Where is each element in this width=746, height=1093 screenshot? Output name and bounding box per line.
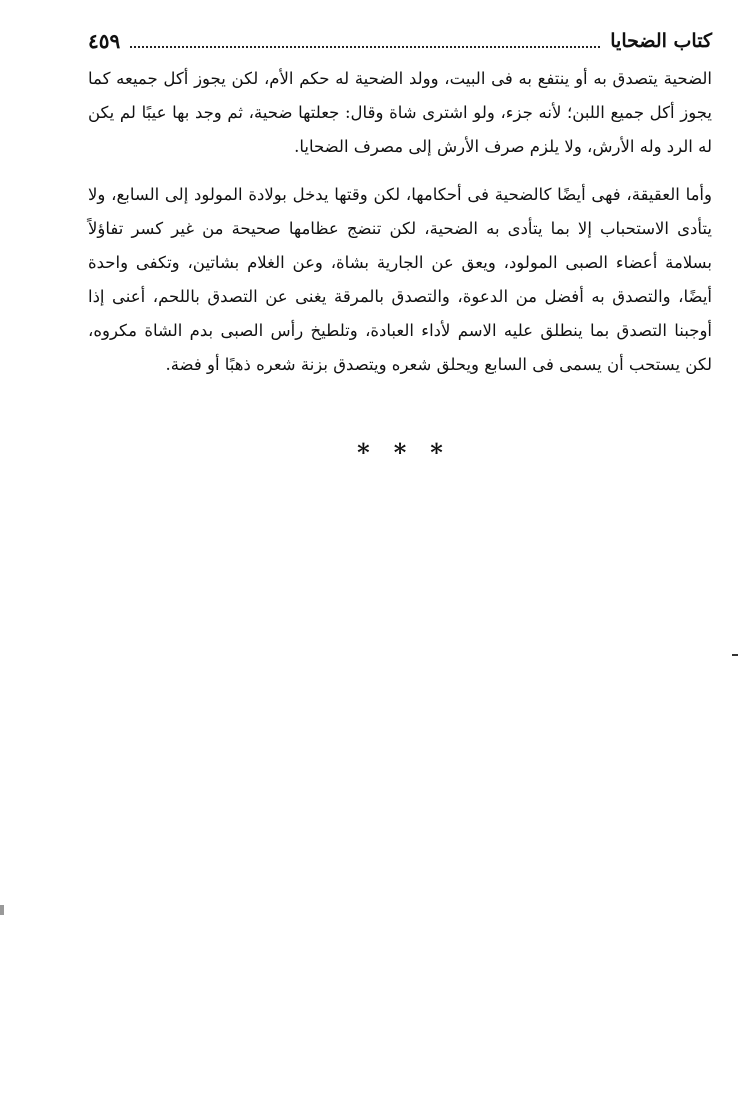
scan-edge-mark — [0, 905, 4, 915]
body-text — [88, 62, 712, 382]
separator-star-icon: * — [357, 438, 370, 467]
separator-star-icon: * — [430, 438, 443, 467]
paragraph-1: الضحية يتصدق به أو ينتفع به فى البيت، وولد الضحية له حكم الأم، لكن يجوز أكل جميعه كما يجوز أكل جميع اللبن؛ لأنه جزء، ولو اشترى شاة وقال: جعلتها ضحية، ثم وجد بها عيبًا لم يكن له الرد وله الأرش، ولا يلزم صرف الأرش إلى مصرف الضحايا. — [88, 69, 712, 156]
separator-star-icon: * — [393, 438, 407, 467]
header-dot-leader — [130, 34, 600, 48]
paragraph-2: وأما العقيقة، فهى أيضًا كالضحية فى أحكامها، لكن وقتها يدخل بولادة المولود إلى السابع، ولا يتأدى الاستحباب إلا بما يتأدى به الضحية، لكن تنضج عظامها صحيحة من غير كسر تفاؤلاً بسلامة أعضاء الصبى المولود، ويعق عن الجارية بشاة، وعن الغلام بشاتين، وتكفى واحدة أيضًا، والتصدق به أفضل من الدعوة، والتصدق بالمرقة يغنى عن التصدق باللحم، أعنى إذا أوجبنا التصدق بما ينطلق عليه الاسم لأداء العبادة، وتلطيخ رأس الصبى بدم الشاة مكروه، لكن يستحب أن يسمى فى السابع ويحلق شعره ويتصدق بزنة شعره ذهبًا أو فضة. — [88, 185, 712, 374]
scan-mark — [732, 654, 738, 656]
section-separator — [88, 438, 712, 467]
header-title: كتاب الضحايا — [610, 30, 712, 52]
running-header — [88, 26, 712, 56]
page-number: ٤٥٩ — [88, 29, 121, 53]
